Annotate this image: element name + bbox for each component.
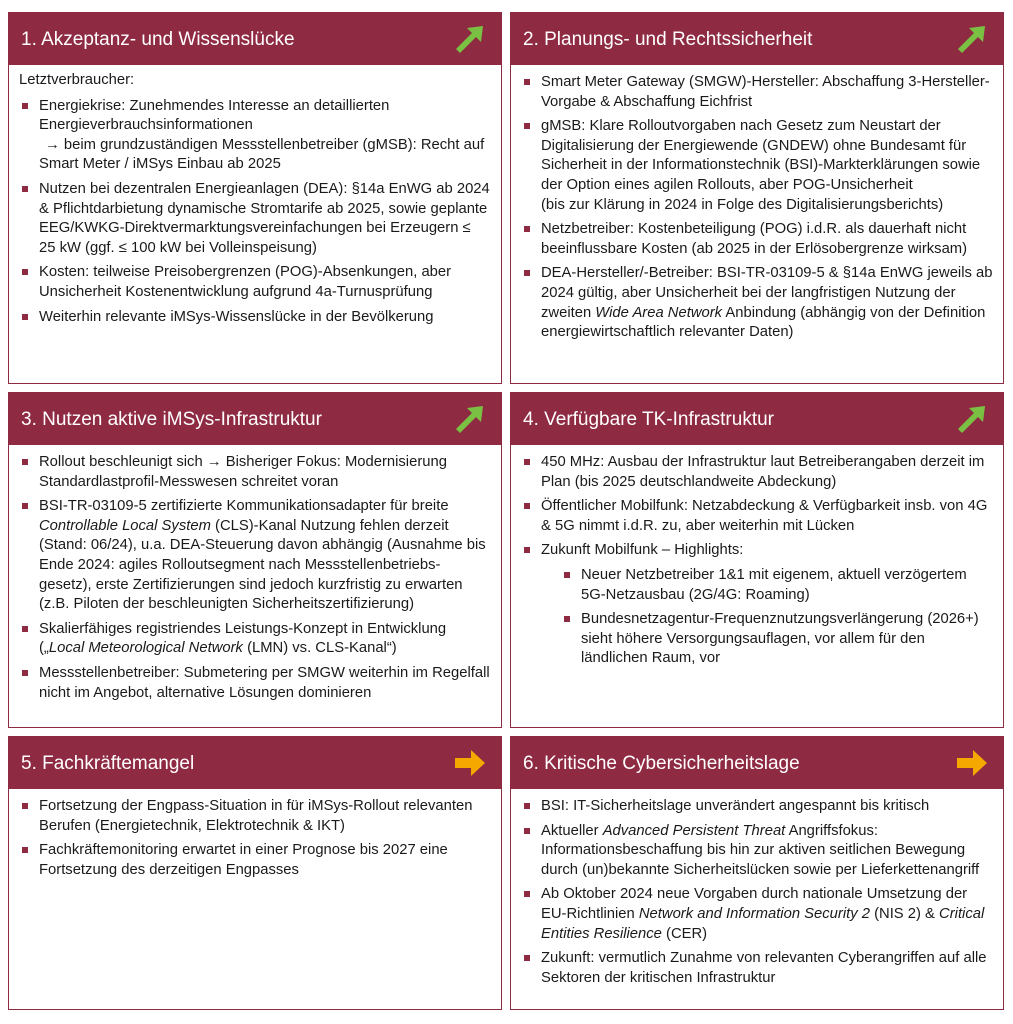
panel-header [511,393,1003,445]
list-item: Kosten: teilweise Preisobergrenzen (POG)-Absenkungen, aber Unsicherheit Kostenentwicklung aufgrund 4a-Turnusprüfung [19,263,491,302]
list-item: Energiekrise: Zunehmendes Interesse an detaillierten Energieverbrauchsinformationen → beim grundzuständigen Messstellenbetreiber (gMSB): Recht auf Smart Meter / iMSys Einbau ab 2025 [19,97,491,175]
list-item: Nutzen bei dezentralen Energieanlagen (DEA): §14a EnWG ab 2024 & Pflichtdarbietung dynamische Stromtarife ab 2025, sowie geplante EEG/KWKG-Direktvermarktungsvereinfachungen bei Erzeugern ≤ 25 kW (ggf. ≤ 100 kW bei Volleinspeisung) [19,180,491,258]
panel-header [9,393,501,445]
list-item: Messstellenbetreiber: Submetering per SMGW weiterhin im Regelfall nicht im Angebot, alternative Lösungen dominieren [19,664,491,703]
green-up-right-arrow-icon [453,22,487,56]
list-item: Weiterhin relevante iMSys-Wissenslücke in der Bevölkerung [19,308,491,328]
panel-active-imsys [8,392,502,728]
list-item: Fortsetzung der Engpass-Situation in für iMSys-Rollout relevanten Berufen (Energietechnik, Elektrotechnik & IKT) [19,797,491,836]
panel-title: 2. Planungs- und Rechtssicherheit [523,29,813,50]
panel-title: 1. Akzeptanz- und Wissenslücke [21,29,295,50]
panel-body [511,789,1003,988]
green-up-right-arrow-icon [453,402,487,436]
panel-skills-shortage [8,736,502,1010]
list-item: gMSB: Klare Rolloutvorgaben nach Gesetz zum Neustart der Digitalisierung der Energiewende (GNDEW) ohne Bundesamt für Sicherheit in der Informationstechnik (BSI)-Markterklärungen sowie der Option eines agilen Rollouts, aber POG-Unsicherheit (bis zur Klärung in 2024 in Folge des Digitalisierungsberichts) [521,117,993,215]
bullet-list [19,97,491,328]
sub-list-item: Neuer Netzbetreiber 1&1 mit eigenem, aktuell verzögertem 5G-Netzausbau (2G/4G: Roaming) [561,566,993,605]
list-item: Zukunft: vermutlich Zunahme von relevanten Cyberangriffen auf alle Sektoren der kritischen Infrastruktur [521,949,993,988]
panel-title: 3. Nutzen aktive iMSys-Infrastruktur [21,409,322,430]
panel-header [511,13,1003,65]
panel-body [9,445,501,703]
panel-planning-legal [510,12,1004,384]
panel-telecom [510,392,1004,728]
panel-header [511,737,1003,789]
list-item: Aktueller Advanced Persistent Threat Angriffsfokus: Informationsbeschaffung bis hin zur aktiven seitlichen Bewegung durch (un)bekannte Sicherheitslücken sowie per Lieferkettenangriff [521,822,993,881]
sub-list [541,566,993,669]
panel-title: 6. Kritische Cybersicherheitslage [523,753,800,774]
bullet-list [521,453,993,669]
panel-body [511,445,1003,669]
sub-list-item: Bundesnetzagentur-Frequenznutzungsverlängerung (2026+) sieht höhere Versorgungsauflagen, vor allem für den ländlichen Raum, vor [561,610,993,669]
green-up-right-arrow-icon [955,402,989,436]
panel-body [9,65,501,327]
bullet-list [19,797,491,880]
panel-body [511,65,1003,343]
panel-cybersecurity [510,736,1004,1010]
orange-right-arrow-icon [955,746,989,780]
list-item: BSI: IT-Sicherheitslage unverändert angespannt bis kritisch [521,797,993,817]
list-item: DEA-Hersteller/-Betreiber: BSI-TR-03109-5 & §14a EnWG jeweils ab 2024 gültig, aber Unsicherheit bei der langfristigen Nutzung der zweiten Wide Area Network Anbindung (abhängig von der Definition energiewirtschaftlich relevanter Daten) [521,264,993,342]
list-item: Ab Oktober 2024 neue Vorgaben durch nationale Umsetzung der EU-Richtlinien Network and Information Security 2 (NIS 2) & Critical Entities Resilience (CER) [521,885,993,944]
lead-text: Letztverbraucher: [19,72,135,88]
list-item: 450 MHz: Ausbau der Infrastruktur laut Betreiberangaben derzeit im Plan (bis 2025 deutschlandweite Abdeckung) [521,453,993,492]
panel-header [9,13,501,65]
list-item: Zukunft Mobilfunk – Highlights: Neuer Netzbetreiber 1&1 mit eigenem, aktuell verzögertem 5G-Netzausbau (2G/4G: Roaming) Bundesnetzagentur-Frequenznutzungsverlängerung (2026+) sieht höhere Versorgungsauflagen, vor allem für den ländlichen Raum, vor [521,541,993,669]
bullet-list [521,797,993,988]
panel-acceptance [8,12,502,384]
list-item: Öffentlicher Mobilfunk: Netzabdeckung & Verfügbarkeit insb. von 4G & 5G nimmt i.d.R. zu, aber weiterhin mit Lücken [521,497,993,536]
bullet-list [521,73,993,343]
list-item: Rollout beschleunigt sich → Bisheriger Fokus: Modernisierung Standardlastprofil-Messwesen schreitet voran [19,453,491,492]
list-item: BSI-TR-03109-5 zertifizierte Kommunikationsadapter für breite Controllable Local System (CLS)-Kanal Nutzung fehlen derzeit (Stand: 06/24), u.a. DEA-Steuerung davon abhängig (Ausnahme bis Ende 2024: agiles Rolloutsegment nach Messstellenbetriebs-gesetz), erste Zertifizierungen sind jedoch kurzfristig zu erwarten (z.B. Piloten der beschleunigten Sicherheitszertifizierung) [19,497,491,615]
panel-header [9,737,501,789]
panel-title: 5. Fachkräftemangel [21,753,195,774]
panel-body [9,789,501,880]
list-item: Netzbetreiber: Kostenbeteiligung (POG) i.d.R. als dauerhaft nicht beeinflussbare Kosten (ab 2025 in der Erlösobergrenze wirksam) [521,220,993,259]
panel-title: 4. Verfügbare TK-Infrastruktur [523,409,774,430]
orange-right-arrow-icon [453,746,487,780]
list-item: Skalierfähiges registriendes Leistungs-Konzept in Entwicklung („Local Meteorological Network (LMN) vs. CLS-Kanal“) [19,620,491,659]
list-item: Smart Meter Gateway (SMGW)-Hersteller: Abschaffung 3-Hersteller-Vorgabe & Abschaffung Eichfrist [521,73,993,112]
green-up-right-arrow-icon [955,22,989,56]
bullet-list [19,453,491,703]
list-item: Fachkräftemonitoring erwartet in einer Prognose bis 2027 eine Fortsetzung des derzeitigen Engpasses [19,841,491,880]
